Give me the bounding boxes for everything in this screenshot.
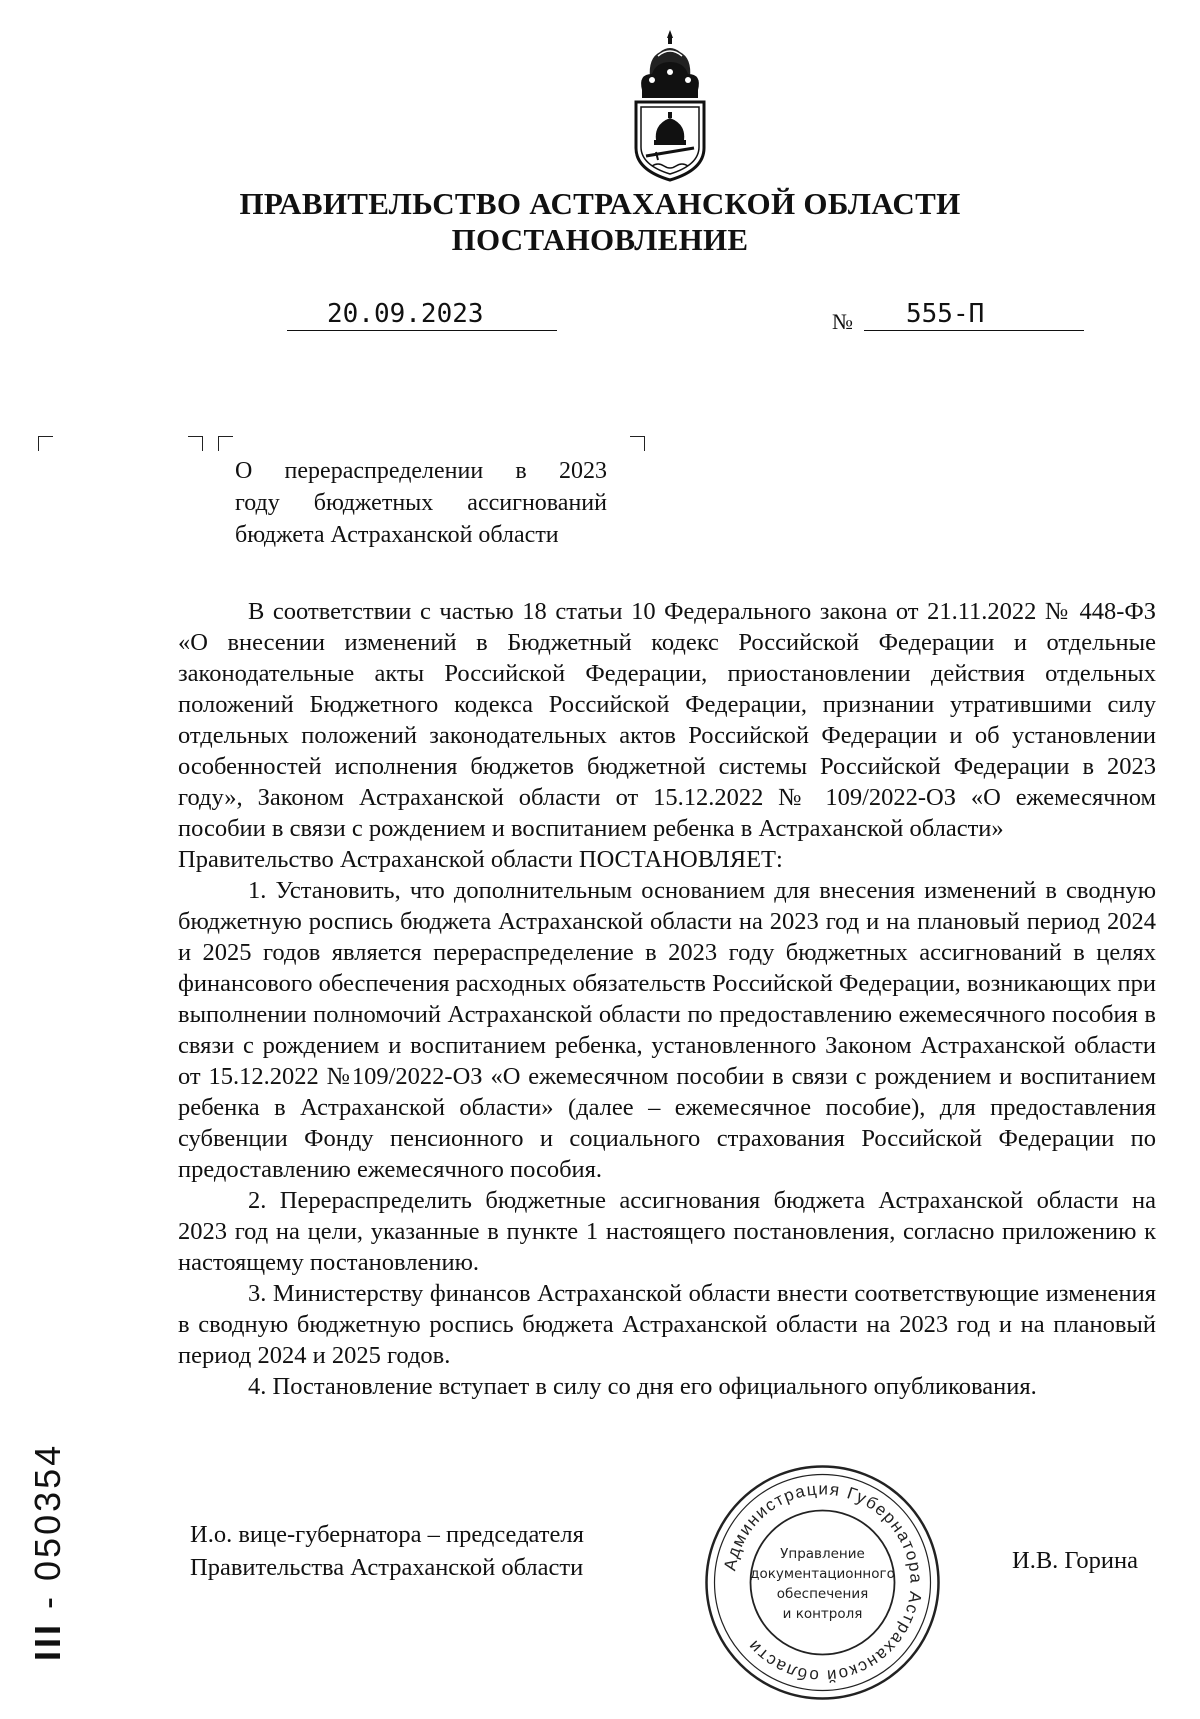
document-date: 20.09.2023 [327, 299, 484, 329]
serial-dash: - [27, 1580, 68, 1609]
serial-number [27, 1442, 69, 1661]
document-type: ПОСТАНОВЛЕНИЕ [451, 222, 749, 257]
subject-line: бюджета Астраханской области [235, 522, 559, 548]
item-paragraph: 4. Постановление вступает в силу со дня его официального опубликования. [248, 1373, 1037, 1400]
resolution-clause: Правительство Астраханской области ПОСТАНОВЛЯЕТ: [178, 846, 783, 873]
corner-mark [630, 436, 645, 451]
date-field [287, 299, 557, 331]
number-sign: № [832, 309, 853, 334]
corner-mark [218, 436, 233, 451]
document-subject [235, 455, 607, 551]
serial-digits: 050354 [27, 1442, 68, 1581]
item-paragraph: 2. Перераспределить бюджетные ассигнования бюджета Астраханской области на 2023 год на цели, указанные в пункте 1 настоящего постановления, согласно приложению к настоящему постановлению. [178, 1187, 1156, 1276]
signatory-name: И.В. Горина [1012, 1547, 1139, 1574]
stamp-center-line: и контроля [782, 1606, 863, 1622]
stamp-center-line: документационного [750, 1566, 895, 1582]
serial-prefix: III [27, 1621, 68, 1661]
signatory-position [190, 1518, 584, 1584]
coat-of-arms-icon [628, 28, 712, 184]
corner-mark [38, 436, 53, 451]
subject-line: О перераспределении в 2023 [235, 458, 607, 484]
stamp-center-line: Управление [780, 1546, 865, 1562]
org-title: ПРАВИТЕЛЬСТВО АСТРАХАНСКОЙ ОБЛАСТИ [239, 186, 961, 221]
item-paragraph: 3. Министерству финансов Астраханской области внести соответствующие изменения в сводную бюджетную роспись бюджета Астраханской области на 2023 год и на плановый период 2024 и 2025 годов. [178, 1280, 1156, 1369]
stamp-ring-text: Администрация Губернатора Астраханской области [720, 1479, 926, 1686]
preamble-paragraph: В соответствии с частью 18 статьи 10 Федерального закона от 21.11.2022 № 448-ФЗ «О внесении изменений в Бюджетный кодекс Российской Федерации и отдельные законодательные акты Российской Федерации, приостановлении действия отдельных положений Бюджетного кодекса Российской Федерации, признании утратившими силу отдельных положений законодательных актов Российской Федерации и об установлении особенностей исполнения бюджетов бюджетной системы Российской Федерации в 2023 году», Законом Астраханской области от 15.12.2022 № 109/2022-ОЗ «О ежемесячном пособии в связи с рождением и воспитанием ребенка в Астраханской области» [178, 598, 1156, 842]
item-paragraph: 1. Установить, что дополнительным основанием для внесения изменений в сводную бюджетную роспись бюджета Астраханской области на 2023 год и на плановый период 2024 и 2025 годов является перераспределение в 2023 году бюджетных ассигнований в целях финансового обеспечения расходных обязательств Российской Федерации, возникающих при выполнении полномочий Астраханской области по предоставлению ежемесячного пособия в связи с рождением и воспитанием ребенка, установленного Законом Астраханской области от 15.12.2022 №109/2022-ОЗ «О ежемесячном пособии в связи с рождением и воспитанием ребенка в Астраханской области» (далее – ежемесячное пособие), для предоставления субвенции Фонду пенсионного и социального страхования Российской Федерации по предоставлению ежемесячного пособия. [178, 877, 1157, 1183]
document-number: 555-П [906, 299, 985, 329]
document-body [178, 596, 1156, 1402]
number-field [864, 299, 1084, 331]
position-line: Правительства Астраханской области [190, 1554, 584, 1581]
corner-mark [188, 436, 203, 451]
stamp-center-line: обеспечения [776, 1586, 869, 1602]
official-stamp-icon [700, 1460, 945, 1705]
position-line: И.о. вице-губернатора – председателя [190, 1521, 584, 1548]
subject-line: году бюджетных ассигнований [235, 490, 607, 516]
